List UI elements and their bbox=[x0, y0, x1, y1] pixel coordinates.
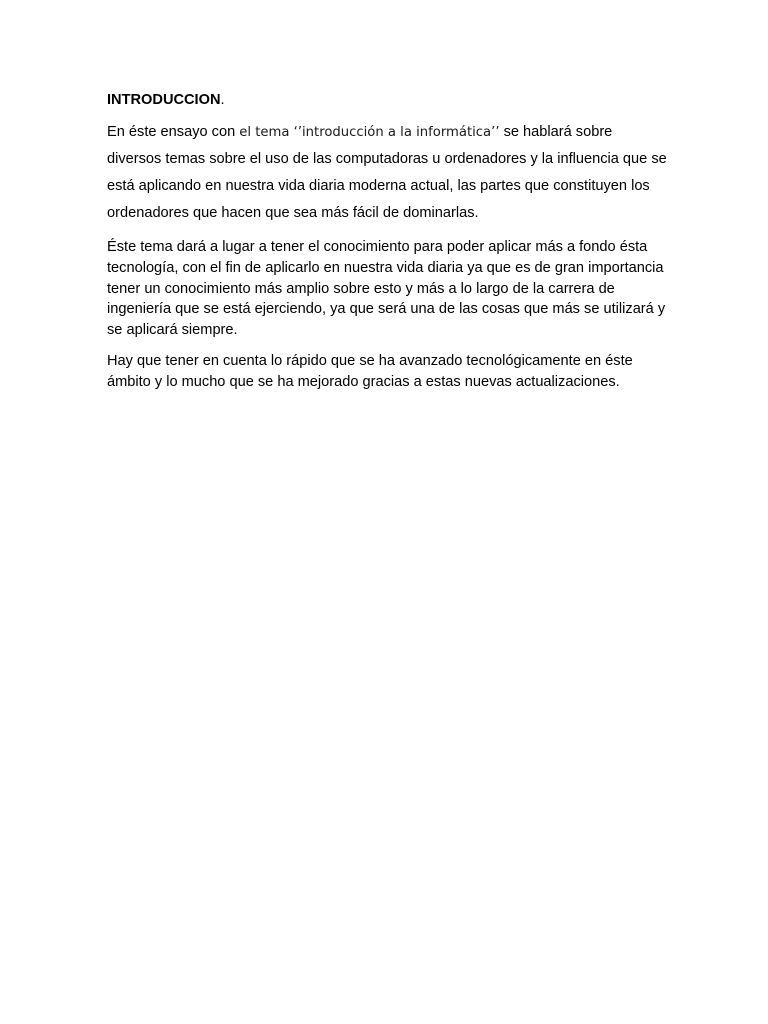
document-page bbox=[107, 88, 667, 393]
paragraph-intro-rest: se hablará sobre diversos temas sobre el uso de las computadoras u ordenadores y la influencia que se está aplicando en nuestra vida diaria moderna actual, las partes que constituyen los ordenadores que hacen que sea más fácil de dominarlas. bbox=[107, 124, 667, 221]
paragraph-intro-lead: En éste ensayo con bbox=[107, 124, 240, 140]
document-heading bbox=[107, 88, 667, 112]
paragraph-knowledge: Éste tema dará a lugar a tener el conocimiento para poder aplicar más a fondo ésta tecnología, con el fin de aplicarlo en nuestra vida diaria ya que es de gran importancia tener un conocimiento más amplio sobre esto y más a lo largo de la carrera de ingeniería que se está ejerciendo, ya que será una de las cosas que más se utilizará y se aplicará siempre. bbox=[107, 239, 666, 339]
heading-period: . bbox=[220, 92, 225, 108]
paragraph-progress: Hay que tener en cuenta lo rápido que se ha avanzado tecnológicamente en éste ámbito y lo mucho que se ha mejorado gracias a estas nuevas actualizaciones. bbox=[107, 352, 633, 390]
paragraph-intro-topic: el tema ‘’introducción a la informática’’ bbox=[239, 125, 500, 140]
paragraph-intro bbox=[107, 119, 667, 227]
heading-title: INTRODUCCION bbox=[107, 92, 221, 108]
